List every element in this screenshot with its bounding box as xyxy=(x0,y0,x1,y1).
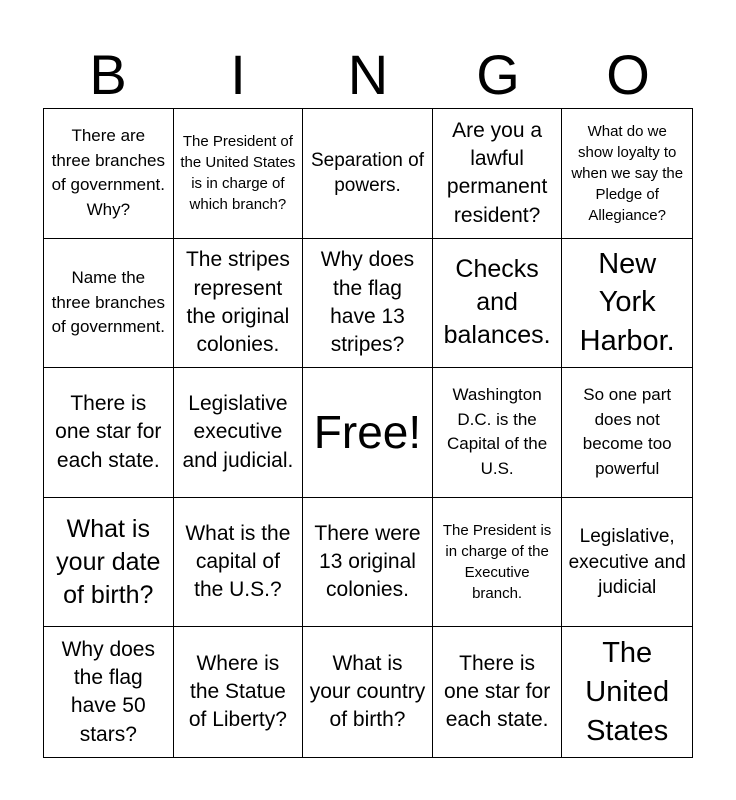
header-letter-n: N xyxy=(347,43,389,106)
bingo-cell[interactable]: Checks and balances. xyxy=(433,239,563,369)
bingo-cell[interactable]: Why does the flag have 13 stripes? xyxy=(303,239,433,369)
bingo-cell[interactable]: Legislative executive and judicial. xyxy=(174,368,304,498)
bingo-card xyxy=(43,108,693,758)
bingo-cell[interactable]: Separation of powers. xyxy=(303,109,433,239)
header-letter-o: O xyxy=(606,43,650,106)
bingo-cell[interactable]: Name the three branches of government. xyxy=(44,239,174,369)
bingo-cell[interactable]: What is your date of birth? xyxy=(44,498,174,628)
bingo-cell[interactable]: The United States xyxy=(585,636,670,747)
bingo-cell[interactable]: The stripes represent the original colonies. xyxy=(174,239,304,369)
bingo-cell[interactable]: The President of the United States is in charge of which branch? xyxy=(174,109,304,239)
bingo-cell[interactable]: There is one star for each state. xyxy=(433,627,563,757)
bingo-cell[interactable]: There are three branches of government. Why? xyxy=(44,109,174,239)
bingo-cell[interactable]: The President is in charge of the Executive branch. xyxy=(433,498,563,628)
bingo-cell[interactable]: There were 13 original colonies. xyxy=(303,498,433,628)
free-space[interactable]: Free! xyxy=(303,368,433,498)
bingo-cell[interactable]: What is the capital of the U.S.? xyxy=(174,498,304,628)
bingo-cell[interactable]: New York Harbor. xyxy=(562,239,692,369)
bingo-cell[interactable]: What is your country of birth? xyxy=(303,627,433,757)
bingo-cell[interactable]: Are you a lawful permanent resident? xyxy=(433,109,563,239)
bingo-cell[interactable]: There is one star for each state. xyxy=(44,368,174,498)
bingo-cell[interactable]: Why does the flag have 50 stars? xyxy=(44,627,174,757)
bingo-cell[interactable]: Where is the Statue of Liberty? xyxy=(174,627,304,757)
bingo-header xyxy=(43,42,693,108)
header-letter-b: B xyxy=(89,43,127,106)
header-letter-g: G xyxy=(476,43,520,106)
bingo-cell[interactable]: So one part does not become too powerful xyxy=(562,368,692,498)
bingo-cell[interactable]: Washington D.C. is the Capital of the U.S. xyxy=(433,368,563,498)
bingo-cell[interactable]: Legislative, executive and judicial xyxy=(562,498,692,628)
header-letter-i: I xyxy=(230,43,246,106)
bingo-cell[interactable]: What do we show loyalty to when we say the Pledge of Allegiance? xyxy=(562,109,692,239)
